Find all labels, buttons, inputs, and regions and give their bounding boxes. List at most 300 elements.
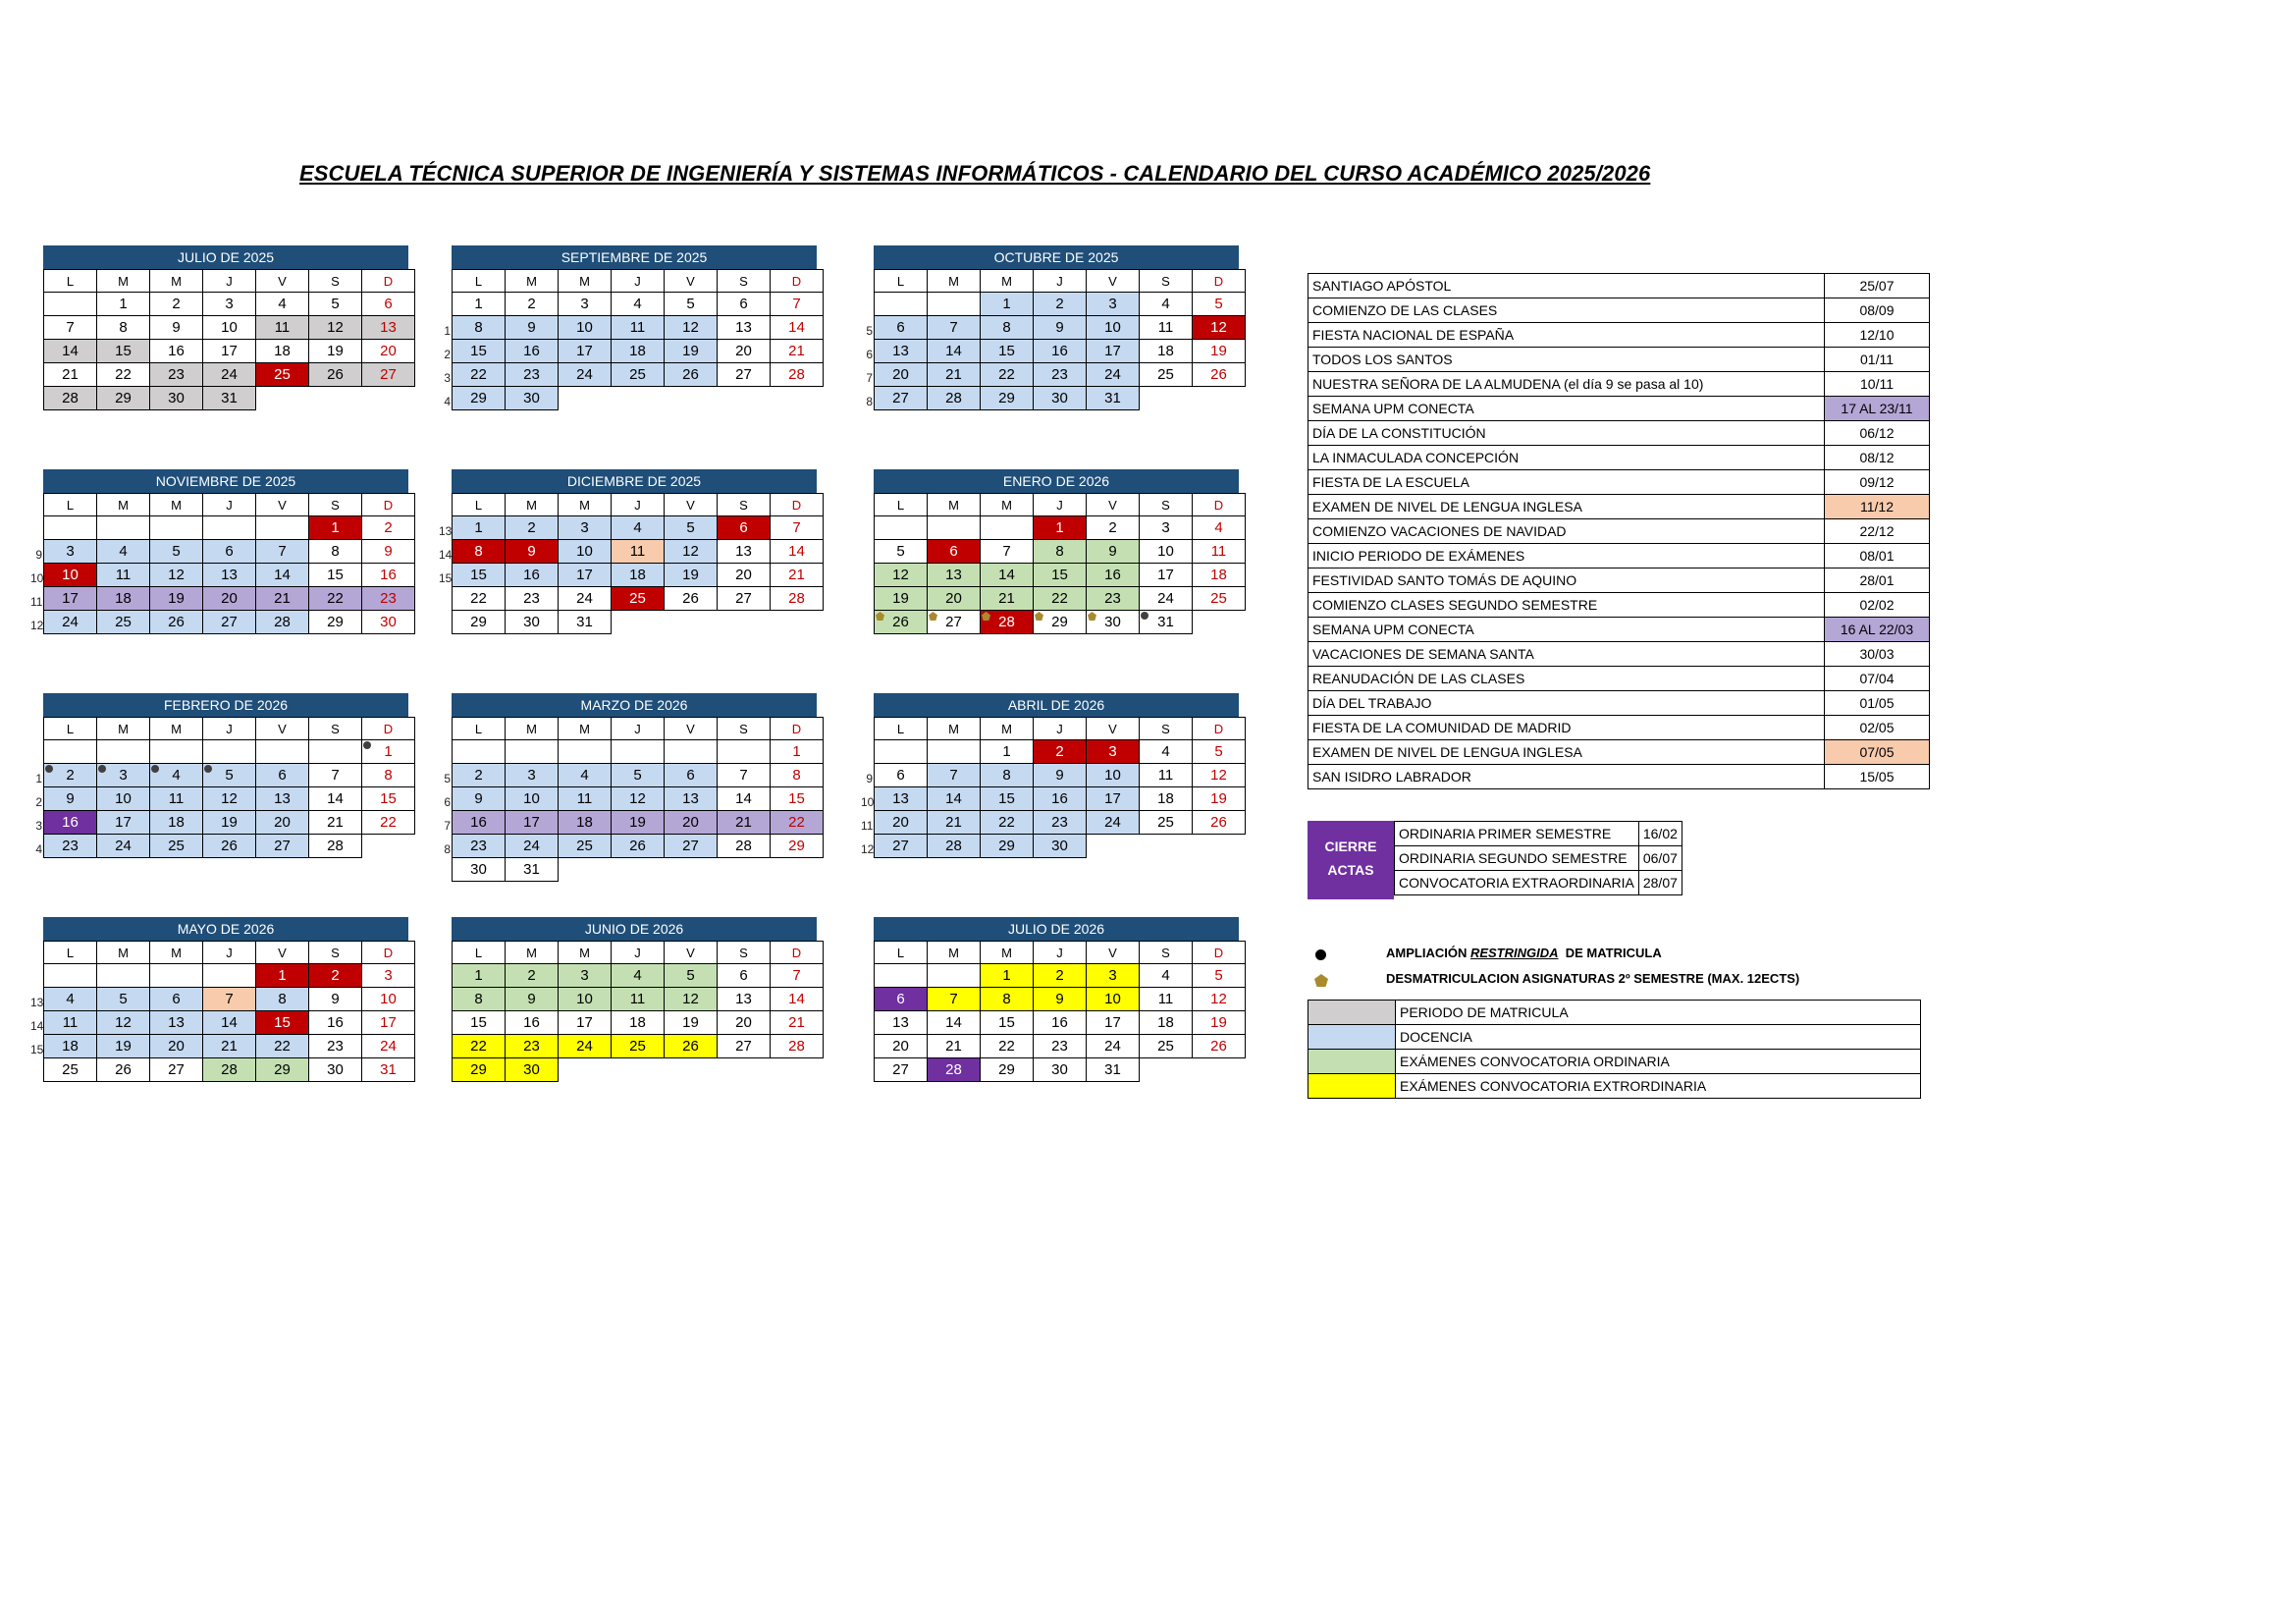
dot-icon bbox=[363, 741, 371, 749]
day-cell bbox=[506, 964, 559, 988]
weekday-header: V bbox=[256, 494, 309, 516]
day-cell bbox=[506, 587, 559, 611]
day-number: 12 bbox=[682, 319, 699, 336]
day-cell bbox=[362, 316, 415, 340]
day-cell bbox=[1087, 1058, 1140, 1082]
day-cell bbox=[981, 988, 1034, 1011]
day-number: 30 bbox=[1051, 1061, 1068, 1078]
week-number: 3 bbox=[35, 819, 42, 833]
day-number: 2 bbox=[1055, 967, 1064, 984]
legend-swatch bbox=[1308, 1074, 1396, 1099]
day-cell bbox=[1034, 611, 1087, 634]
day-number: 13 bbox=[735, 991, 752, 1007]
day-number: 26 bbox=[1210, 366, 1227, 383]
day-number: 2 bbox=[527, 519, 536, 536]
weekday-header: V bbox=[1087, 494, 1140, 516]
day-cell bbox=[1034, 811, 1087, 835]
day-number: 20 bbox=[274, 814, 291, 831]
day-cell bbox=[1140, 340, 1193, 363]
cierre-date: 06/07 bbox=[1638, 846, 1682, 871]
day-number: 28 bbox=[945, 390, 962, 406]
day-number: 26 bbox=[682, 590, 699, 607]
blank-day-cell bbox=[981, 516, 1034, 540]
weekday-header: D bbox=[771, 270, 824, 293]
day-cell bbox=[559, 363, 612, 387]
day-cell bbox=[362, 587, 415, 611]
day-number: 22 bbox=[470, 590, 487, 607]
day-number: 25 bbox=[62, 1061, 79, 1078]
holiday-row bbox=[1308, 323, 1930, 348]
day-cell bbox=[1193, 787, 1246, 811]
day-cell bbox=[1140, 587, 1193, 611]
day-cell bbox=[1140, 988, 1193, 1011]
holiday-name: DÍA DEL TRABAJO bbox=[1308, 691, 1825, 716]
day-cell bbox=[453, 587, 506, 611]
day-cell bbox=[928, 787, 981, 811]
day-number: 27 bbox=[892, 838, 909, 854]
day-cell bbox=[362, 611, 415, 634]
day-cell bbox=[875, 988, 928, 1011]
day-cell bbox=[981, 964, 1034, 988]
weekday-header: V bbox=[665, 942, 718, 964]
empty-cell bbox=[771, 611, 824, 634]
weekday-header: M bbox=[150, 718, 203, 740]
day-cell bbox=[203, 363, 256, 387]
day-number: 12 bbox=[327, 319, 344, 336]
month-calendar bbox=[444, 245, 817, 410]
day-number: 16 bbox=[470, 814, 487, 831]
day-number: 1 bbox=[474, 519, 483, 536]
day-cell bbox=[362, 293, 415, 316]
day-cell bbox=[256, 363, 309, 387]
holiday-row bbox=[1308, 765, 1930, 789]
legend-label: EXÁMENES CONVOCATORIA EXTRORDINARIA bbox=[1396, 1074, 1921, 1099]
day-number: 3 bbox=[66, 543, 75, 560]
day-number: 21 bbox=[221, 1038, 238, 1055]
day-cell bbox=[981, 811, 1034, 835]
month-title: MARZO DE 2026 bbox=[452, 693, 817, 717]
dot-icon bbox=[1315, 949, 1326, 960]
day-cell bbox=[612, 764, 665, 787]
holiday-row bbox=[1308, 691, 1930, 716]
day-cell bbox=[506, 787, 559, 811]
holiday-name: COMIENZO VACACIONES DE NAVIDAD bbox=[1308, 519, 1825, 544]
day-cell bbox=[559, 316, 612, 340]
day-number: 7 bbox=[792, 296, 801, 312]
day-number: 16 bbox=[1051, 790, 1068, 807]
weekday-header: M bbox=[150, 494, 203, 516]
day-cell bbox=[981, 787, 1034, 811]
day-number: 2 bbox=[172, 296, 181, 312]
day-number: 15 bbox=[788, 790, 805, 807]
day-cell bbox=[439, 540, 506, 564]
month-title: NOVIEMBRE DE 2025 bbox=[43, 469, 408, 493]
week-number: 12 bbox=[861, 842, 875, 856]
weekday-header: D bbox=[1193, 942, 1246, 964]
day-cell bbox=[256, 540, 309, 564]
day-number: 7 bbox=[278, 543, 287, 560]
day-cell bbox=[444, 363, 506, 387]
pentagon-icon bbox=[1035, 612, 1043, 621]
day-cell bbox=[1034, 964, 1087, 988]
weekday-header: D bbox=[1193, 494, 1246, 516]
day-cell bbox=[1140, 1035, 1193, 1058]
blank-day-cell bbox=[44, 740, 97, 764]
day-number: 1 bbox=[278, 967, 287, 984]
day-number: 1 bbox=[119, 296, 128, 312]
weekday-header: M bbox=[559, 942, 612, 964]
day-number: 6 bbox=[896, 767, 905, 784]
day-number: 1 bbox=[384, 743, 393, 760]
day-number: 3 bbox=[580, 519, 589, 536]
day-cell bbox=[309, 787, 362, 811]
day-number: 6 bbox=[739, 519, 748, 536]
day-cell bbox=[665, 1035, 718, 1058]
holiday-row bbox=[1308, 274, 1930, 298]
day-cell bbox=[150, 387, 203, 410]
day-number: 21 bbox=[327, 814, 344, 831]
holiday-name: EXAMEN DE NIVEL DE LENGUA INGLESA bbox=[1308, 740, 1825, 765]
day-number: 28 bbox=[945, 1061, 962, 1078]
day-cell bbox=[875, 1011, 928, 1035]
week-number: 15 bbox=[30, 1043, 44, 1056]
day-number: 22 bbox=[380, 814, 397, 831]
day-number: 9 bbox=[474, 790, 483, 807]
day-cell bbox=[612, 835, 665, 858]
day-cell bbox=[1087, 787, 1140, 811]
day-number: 15 bbox=[115, 343, 132, 359]
blank-day-cell bbox=[453, 740, 506, 764]
day-number: 5 bbox=[1214, 967, 1223, 984]
day-number: 31 bbox=[1104, 390, 1121, 406]
day-number: 22 bbox=[998, 366, 1015, 383]
weekday-header: D bbox=[1193, 270, 1246, 293]
day-number: 4 bbox=[633, 296, 642, 312]
day-cell bbox=[1193, 1035, 1246, 1058]
day-cell bbox=[362, 1011, 415, 1035]
day-cell bbox=[981, 293, 1034, 316]
day-number: 19 bbox=[327, 343, 344, 359]
weekday-header: M bbox=[981, 718, 1034, 740]
day-number: 18 bbox=[629, 343, 646, 359]
day-number: 21 bbox=[945, 814, 962, 831]
empty-cell bbox=[771, 1058, 824, 1082]
weekday-header: V bbox=[1087, 270, 1140, 293]
week-number: 2 bbox=[444, 348, 451, 361]
weekday-header: D bbox=[362, 942, 415, 964]
empty-cell bbox=[309, 387, 362, 410]
day-cell bbox=[861, 787, 928, 811]
day-cell bbox=[256, 811, 309, 835]
day-number: 28 bbox=[788, 590, 805, 607]
day-number: 27 bbox=[168, 1061, 185, 1078]
blank-day-cell bbox=[559, 740, 612, 764]
day-number: 20 bbox=[221, 590, 238, 607]
month-calendar bbox=[439, 469, 817, 634]
day-cell bbox=[362, 516, 415, 540]
day-number: 27 bbox=[892, 390, 909, 406]
day-cell bbox=[30, 564, 97, 587]
day-number: 27 bbox=[221, 614, 238, 630]
weekday-header: S bbox=[718, 718, 771, 740]
day-number: 29 bbox=[998, 838, 1015, 854]
day-number: 29 bbox=[470, 1061, 487, 1078]
day-number: 21 bbox=[788, 343, 805, 359]
day-number: 11 bbox=[274, 319, 291, 336]
day-cell bbox=[866, 387, 928, 410]
holiday-name: DÍA DE LA CONSTITUCIÓN bbox=[1308, 421, 1825, 446]
day-number: 13 bbox=[380, 319, 397, 336]
blank-day-cell bbox=[928, 740, 981, 764]
holiday-name: TODOS LOS SANTOS bbox=[1308, 348, 1825, 372]
day-number: 8 bbox=[331, 543, 340, 560]
day-cell bbox=[665, 811, 718, 835]
day-cell bbox=[1034, 316, 1087, 340]
day-cell bbox=[362, 740, 415, 764]
weekday-header: J bbox=[612, 718, 665, 740]
day-cell bbox=[444, 764, 506, 787]
day-number: 11 bbox=[576, 790, 593, 807]
day-cell bbox=[1140, 1011, 1193, 1035]
day-cell bbox=[30, 1035, 97, 1058]
blank-day-cell bbox=[150, 740, 203, 764]
day-cell bbox=[256, 988, 309, 1011]
day-cell bbox=[665, 587, 718, 611]
holiday-date: 06/12 bbox=[1825, 421, 1930, 446]
day-cell bbox=[1140, 564, 1193, 587]
day-number: 31 bbox=[1104, 1061, 1121, 1078]
weekday-header: D bbox=[362, 718, 415, 740]
day-number: 23 bbox=[1051, 366, 1068, 383]
day-cell bbox=[97, 564, 150, 587]
day-number: 8 bbox=[119, 319, 128, 336]
day-cell bbox=[665, 1011, 718, 1035]
legend-row bbox=[1308, 1074, 1921, 1099]
day-number: 20 bbox=[735, 567, 752, 583]
weekday-header: D bbox=[1193, 718, 1246, 740]
day-cell bbox=[861, 835, 928, 858]
day-cell bbox=[362, 764, 415, 787]
holiday-date: 01/11 bbox=[1825, 348, 1930, 372]
day-cell bbox=[718, 835, 771, 858]
day-number: 14 bbox=[945, 790, 962, 807]
day-number: 15 bbox=[380, 790, 397, 807]
holiday-row bbox=[1308, 470, 1930, 495]
empty-cell bbox=[1140, 1058, 1193, 1082]
cierre-name: ORDINARIA PRIMER SEMESTRE bbox=[1395, 822, 1639, 846]
day-number: 7 bbox=[949, 319, 958, 336]
day-number: 27 bbox=[735, 366, 752, 383]
day-number: 15 bbox=[998, 1014, 1015, 1031]
empty-cell bbox=[718, 1058, 771, 1082]
week-number: 14 bbox=[30, 1019, 44, 1033]
day-number: 1 bbox=[1002, 743, 1011, 760]
legend-swatch bbox=[1308, 1050, 1396, 1074]
day-cell bbox=[150, 764, 203, 787]
day-cell bbox=[506, 1058, 559, 1082]
holiday-row bbox=[1308, 348, 1930, 372]
holiday-date: 30/03 bbox=[1825, 642, 1930, 667]
day-cell bbox=[506, 387, 559, 410]
pentagon-icon bbox=[1314, 974, 1328, 987]
day-cell bbox=[771, 740, 824, 764]
day-cell bbox=[612, 964, 665, 988]
day-number: 5 bbox=[633, 767, 642, 784]
day-cell bbox=[718, 1035, 771, 1058]
day-number: 6 bbox=[278, 767, 287, 784]
weekday-header: M bbox=[559, 494, 612, 516]
day-number: 26 bbox=[682, 1038, 699, 1055]
blank-day-cell bbox=[97, 740, 150, 764]
weekday-header: J bbox=[612, 942, 665, 964]
day-cell bbox=[612, 340, 665, 363]
day-cell bbox=[1140, 293, 1193, 316]
day-number: 19 bbox=[629, 814, 646, 831]
day-cell bbox=[97, 363, 150, 387]
holidays-table bbox=[1308, 273, 1930, 789]
day-cell bbox=[1034, 516, 1087, 540]
day-number: 6 bbox=[896, 319, 905, 336]
holiday-row bbox=[1308, 593, 1930, 618]
day-number: 8 bbox=[474, 543, 483, 560]
holiday-date: 08/01 bbox=[1825, 544, 1930, 568]
day-cell bbox=[665, 293, 718, 316]
day-cell bbox=[203, 387, 256, 410]
weekday-header: M bbox=[928, 270, 981, 293]
day-number: 29 bbox=[1051, 614, 1068, 630]
day-number: 12 bbox=[682, 543, 699, 560]
day-number: 31 bbox=[576, 614, 593, 630]
day-cell bbox=[1087, 363, 1140, 387]
holiday-date: 22/12 bbox=[1825, 519, 1930, 544]
month-title: ENERO DE 2026 bbox=[874, 469, 1239, 493]
day-number: 26 bbox=[221, 838, 238, 854]
day-number: 23 bbox=[523, 590, 540, 607]
day-number: 15 bbox=[327, 567, 344, 583]
day-number: 9 bbox=[1055, 767, 1064, 784]
day-cell bbox=[1193, 587, 1246, 611]
day-number: 13 bbox=[221, 567, 238, 583]
day-number: 25 bbox=[115, 614, 132, 630]
day-cell bbox=[256, 340, 309, 363]
day-number: 11 bbox=[62, 1014, 79, 1031]
weekday-header: L bbox=[875, 718, 928, 740]
day-number: 14 bbox=[788, 991, 805, 1007]
day-cell bbox=[97, 835, 150, 858]
weekday-header: J bbox=[1034, 718, 1087, 740]
day-number: 30 bbox=[470, 861, 487, 878]
day-number: 17 bbox=[62, 590, 79, 607]
day-number: 28 bbox=[62, 390, 79, 406]
day-number: 13 bbox=[735, 543, 752, 560]
day-number: 12 bbox=[629, 790, 646, 807]
day-cell bbox=[1140, 764, 1193, 787]
day-number: 25 bbox=[1157, 366, 1174, 383]
weekday-header: S bbox=[309, 270, 362, 293]
legend-row bbox=[1308, 1001, 1921, 1025]
blank-day-cell bbox=[203, 516, 256, 540]
day-number: 1 bbox=[1002, 296, 1011, 312]
day-number: 14 bbox=[788, 543, 805, 560]
day-number: 17 bbox=[221, 343, 238, 359]
weekday-header: M bbox=[559, 718, 612, 740]
day-cell bbox=[203, 293, 256, 316]
day-number: 2 bbox=[1055, 743, 1064, 760]
blank-day-cell bbox=[203, 964, 256, 988]
day-number: 24 bbox=[380, 1038, 397, 1055]
day-cell bbox=[1140, 811, 1193, 835]
day-cell bbox=[150, 988, 203, 1011]
day-cell bbox=[256, 1011, 309, 1035]
weekday-header: S bbox=[1140, 942, 1193, 964]
day-cell bbox=[1193, 293, 1246, 316]
holiday-row bbox=[1308, 446, 1930, 470]
holiday-name: VACACIONES DE SEMANA SANTA bbox=[1308, 642, 1825, 667]
holiday-row bbox=[1308, 421, 1930, 446]
month-title: FEBRERO DE 2026 bbox=[43, 693, 408, 717]
blank-day-cell bbox=[203, 740, 256, 764]
holiday-row bbox=[1308, 397, 1930, 421]
weekday-header: J bbox=[203, 942, 256, 964]
day-cell bbox=[1193, 363, 1246, 387]
weekday-header: V bbox=[1087, 718, 1140, 740]
day-number: 3 bbox=[119, 767, 128, 784]
day-cell bbox=[150, 811, 203, 835]
day-number: 24 bbox=[523, 838, 540, 854]
day-cell bbox=[981, 611, 1034, 634]
day-cell bbox=[718, 540, 771, 564]
day-cell bbox=[362, 787, 415, 811]
holiday-row bbox=[1308, 568, 1930, 593]
day-cell bbox=[612, 363, 665, 387]
day-number: 8 bbox=[474, 991, 483, 1007]
day-number: 4 bbox=[633, 967, 642, 984]
day-cell bbox=[44, 363, 97, 387]
day-cell bbox=[771, 988, 824, 1011]
day-number: 31 bbox=[523, 861, 540, 878]
legend-swatch bbox=[1308, 1001, 1396, 1025]
day-number: 24 bbox=[1157, 590, 1174, 607]
day-cell bbox=[559, 587, 612, 611]
week-number: 6 bbox=[866, 348, 873, 361]
day-cell bbox=[1140, 316, 1193, 340]
day-cell bbox=[1087, 540, 1140, 564]
weekday-header: M bbox=[506, 494, 559, 516]
day-cell bbox=[875, 564, 928, 587]
day-cell bbox=[203, 988, 256, 1011]
weekday-header: D bbox=[362, 270, 415, 293]
weekday-header: V bbox=[665, 270, 718, 293]
day-number: 2 bbox=[1055, 296, 1064, 312]
weekday-header: M bbox=[506, 718, 559, 740]
empty-cell bbox=[665, 611, 718, 634]
day-cell bbox=[35, 764, 97, 787]
day-cell bbox=[665, 988, 718, 1011]
day-cell bbox=[981, 316, 1034, 340]
day-cell bbox=[362, 363, 415, 387]
day-number: 29 bbox=[327, 614, 344, 630]
day-cell bbox=[559, 340, 612, 363]
day-cell bbox=[97, 1058, 150, 1082]
cierre-date: 16/02 bbox=[1638, 822, 1682, 846]
day-cell bbox=[256, 587, 309, 611]
day-cell bbox=[981, 1011, 1034, 1035]
day-cell bbox=[612, 988, 665, 1011]
day-cell bbox=[1087, 611, 1140, 634]
day-cell bbox=[928, 316, 981, 340]
day-cell bbox=[203, 1035, 256, 1058]
weekday-header: V bbox=[665, 494, 718, 516]
